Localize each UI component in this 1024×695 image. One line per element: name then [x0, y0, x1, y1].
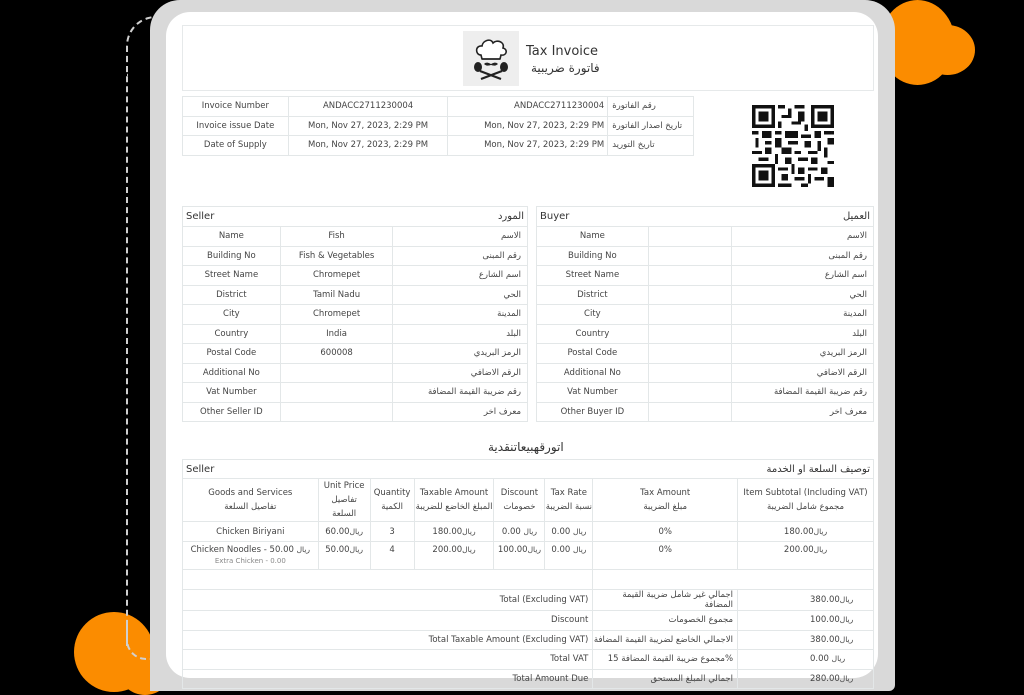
total-label-ar: مجموع ضريبة القيمة المضافة 15% — [593, 650, 738, 670]
meta-value-ar: Mon, Nov 27, 2023, 2:29 PM — [448, 116, 608, 136]
invoice-header — [182, 25, 874, 91]
total-value: ريال380.00 — [738, 630, 874, 650]
label-ar: معرف اخر — [393, 402, 528, 422]
label-ar: البلد — [732, 324, 874, 344]
col-unit-price: Unit Price تفاصيل السلعة — [318, 479, 370, 522]
total-value: ريال 0.00 — [738, 650, 874, 670]
col-tax-amount: Tax Amount مبلغ الضريبة — [593, 479, 738, 522]
label-en: Country — [183, 324, 281, 344]
label-ar: المدينة — [732, 305, 874, 325]
label-ar: الحي — [393, 285, 528, 305]
items-section-title: اتورقهبيعاتنقدية — [488, 440, 564, 454]
label-en: Vat Number — [183, 383, 281, 403]
value — [648, 344, 732, 364]
label-en: Additional No — [183, 363, 281, 383]
label-en: Postal Code — [183, 344, 281, 364]
label-en: District — [537, 285, 649, 305]
invoice-title-en: Tax Invoice — [526, 44, 599, 59]
invoice-title-ar: فاتورة ضريبية — [531, 61, 600, 75]
seller-title-ar: المورد — [393, 207, 528, 227]
seller-row — [183, 402, 528, 422]
item-name: Chicken Noodles - 50.00 ريال Extra Chicken - 0.00 — [183, 542, 319, 570]
total-label-en: Total Amount Due — [183, 669, 593, 689]
value: Fish & Vegetables — [280, 246, 393, 266]
total-label-en: Total Taxable Amount (Excluding VAT) — [183, 630, 593, 650]
total-value: ريال280.00 — [738, 669, 874, 689]
total-row-taxable — [183, 630, 874, 650]
seller-row — [183, 285, 528, 305]
value: Chromepet — [280, 266, 393, 286]
meta-value-en: Mon, Nov 27, 2023, 2:29 PM — [288, 136, 448, 156]
item-taxable: 180.00ريال — [414, 522, 494, 542]
label-ar: رقم المبنى — [732, 246, 874, 266]
decor-blob-top-right-2 — [920, 25, 975, 75]
qr-code-icon — [752, 105, 834, 187]
label-en: Other Seller ID — [183, 402, 281, 422]
value — [648, 246, 732, 266]
label-ar: الرمز البريدي — [732, 344, 874, 364]
seller-row — [183, 227, 528, 247]
label-ar: معرف اخر — [732, 402, 874, 422]
meta-label-ar: تاريخ التوريد — [608, 136, 694, 156]
total-label-ar: الاجمالي الخاضع لضريبة القيمة المضافة — [593, 630, 738, 650]
chef-logo-icon — [463, 31, 519, 86]
seller-row — [183, 324, 528, 344]
label-en: Building No — [537, 246, 649, 266]
value — [648, 266, 732, 286]
meta-label-en: Date of Supply — [183, 136, 289, 156]
seller-row — [183, 363, 528, 383]
value: 600008 — [280, 344, 393, 364]
meta-row-invoice-number — [183, 97, 694, 117]
label-ar: رقم ضريبة القيمة المضافة — [732, 383, 874, 403]
meta-row-supply-date — [183, 136, 694, 156]
total-label-en: Discount — [183, 611, 593, 631]
item-tax-amount: 0% — [593, 542, 738, 570]
col-tax-rate: Tax Rate نسبة الضريبة — [545, 479, 593, 522]
meta-value-ar: Mon, Nov 27, 2023, 2:29 PM — [448, 136, 608, 156]
buyer-row — [537, 305, 874, 325]
item-taxable: 200.00ريال — [414, 542, 494, 570]
seller-row — [183, 246, 528, 266]
label-en: Other Buyer ID — [537, 402, 649, 422]
item-discount: 0.00 ريال — [494, 522, 545, 542]
value — [648, 324, 732, 344]
meta-label-en: Invoice issue Date — [183, 116, 289, 136]
items-title-ar: توصيف السلعة او الخدمة — [593, 460, 874, 479]
col-quantity: Quantity الكمية — [370, 479, 414, 522]
label-en: Country — [537, 324, 649, 344]
label-en: Building No — [183, 246, 281, 266]
value: Tamil Nadu — [280, 285, 393, 305]
value — [648, 383, 732, 403]
seller-title-en: Seller — [183, 207, 393, 227]
meta-value-ar: ANDACC2711230004 — [448, 97, 608, 117]
buyer-row — [537, 266, 874, 286]
buyer-title-ar: العميل — [732, 207, 874, 227]
seller-row — [183, 344, 528, 364]
total-label-ar: اجمالي المبلغ المستحق — [593, 669, 738, 689]
label-ar: البلد — [393, 324, 528, 344]
total-row-discount — [183, 611, 874, 631]
total-label-en: Total VAT — [183, 650, 593, 670]
total-row-amount-due — [183, 669, 874, 689]
seller-table — [182, 206, 528, 422]
item-tax-rate: 0.00 ريال — [545, 542, 593, 570]
meta-row-issue-date — [183, 116, 694, 136]
item-discount: 100.00ريال — [494, 542, 545, 570]
label-en: District — [183, 285, 281, 305]
total-row-vat — [183, 650, 874, 670]
item-row — [183, 522, 874, 542]
value — [648, 402, 732, 422]
item-tax-rate: 0.00 ريال — [545, 522, 593, 542]
value — [648, 363, 732, 383]
label-en: Street Name — [183, 266, 281, 286]
value — [648, 227, 732, 247]
seller-row — [183, 305, 528, 325]
buyer-row — [537, 402, 874, 422]
seller-row — [183, 383, 528, 403]
total-row-excl-vat — [183, 590, 874, 611]
total-value: ريال100.00 — [738, 611, 874, 631]
value — [280, 402, 393, 422]
decor-dashed-line — [126, 46, 128, 646]
label-ar: المدينة — [393, 305, 528, 325]
col-discount: Discount خصومات — [494, 479, 545, 522]
item-tax-amount: 0% — [593, 522, 738, 542]
buyer-header — [537, 207, 874, 227]
meta-label-ar: رقم الفاتورة — [608, 97, 694, 117]
label-ar: اسم الشارع — [732, 266, 874, 286]
value — [648, 305, 732, 325]
invoice-page — [166, 12, 878, 684]
spacer-row — [183, 570, 874, 590]
label-en: City — [183, 305, 281, 325]
label-ar: الحي — [732, 285, 874, 305]
buyer-row — [537, 324, 874, 344]
value — [648, 285, 732, 305]
label-en: Name — [183, 227, 281, 247]
invoice-meta-table — [182, 96, 694, 156]
item-row — [183, 542, 874, 570]
item-name: Chicken Biriyani — [183, 522, 319, 542]
items-table — [182, 459, 874, 689]
label-en: Additional No — [537, 363, 649, 383]
item-subtotal: 180.00ريال — [738, 522, 874, 542]
items-header — [183, 460, 874, 479]
buyer-row — [537, 383, 874, 403]
label-ar: الرقم الاضافي — [732, 363, 874, 383]
meta-value-en: Mon, Nov 27, 2023, 2:29 PM — [288, 116, 448, 136]
buyer-row — [537, 227, 874, 247]
label-en: Street Name — [537, 266, 649, 286]
items-title-en: Seller — [183, 460, 593, 479]
buyer-row — [537, 363, 874, 383]
label-ar: الرقم الاضافي — [393, 363, 528, 383]
label-ar: رقم ضريبة القيمة المضافة — [393, 383, 528, 403]
total-label-ar: مجموع الخصومات — [593, 611, 738, 631]
item-extra: Extra Chicken - 0.00 — [214, 557, 286, 565]
item-subtotal: 200.00ريال — [738, 542, 874, 570]
buyer-row — [537, 285, 874, 305]
meta-label-ar: تاريخ اصدار الفاتورة — [608, 116, 694, 136]
label-ar: الاسم — [732, 227, 874, 247]
value: Chromepet — [280, 305, 393, 325]
label-en: Name — [537, 227, 649, 247]
label-ar: اسم الشارع — [393, 266, 528, 286]
label-ar: الاسم — [393, 227, 528, 247]
label-en: Postal Code — [537, 344, 649, 364]
col-taxable: Taxable Amount المبلغ الخاضع للضريبة — [414, 479, 494, 522]
buyer-row — [537, 246, 874, 266]
label-ar: الرمز البريدي — [393, 344, 528, 364]
label-ar: رقم المبنى — [393, 246, 528, 266]
label-en: City — [537, 305, 649, 325]
col-subtotal: Item Subtotal (Including VAT) مجموع شامل الضريبة — [738, 479, 874, 522]
item-quantity: 4 — [370, 542, 414, 570]
buyer-table — [536, 206, 874, 422]
item-unit-price: 60.00ريال — [318, 522, 370, 542]
total-label-ar: اجمالي غير شامل ضريبة القيمة المضافة — [593, 590, 738, 611]
value — [280, 363, 393, 383]
value: Fish — [280, 227, 393, 247]
meta-value-en: ANDACC2711230004 — [288, 97, 448, 117]
item-quantity: 3 — [370, 522, 414, 542]
item-unit-price: 50.00ريال — [318, 542, 370, 570]
seller-header — [183, 207, 528, 227]
label-en: Vat Number — [537, 383, 649, 403]
value — [280, 383, 393, 403]
buyer-title-en: Buyer — [537, 207, 732, 227]
col-goods: Goods and Services تفاصيل السلعة — [183, 479, 319, 522]
seller-row — [183, 266, 528, 286]
total-value: ريال380.00 — [738, 590, 874, 611]
buyer-row — [537, 344, 874, 364]
meta-label-en: Invoice Number — [183, 97, 289, 117]
total-label-en: Total (Excluding VAT) — [183, 590, 593, 611]
value: India — [280, 324, 393, 344]
items-column-headers — [183, 479, 874, 522]
